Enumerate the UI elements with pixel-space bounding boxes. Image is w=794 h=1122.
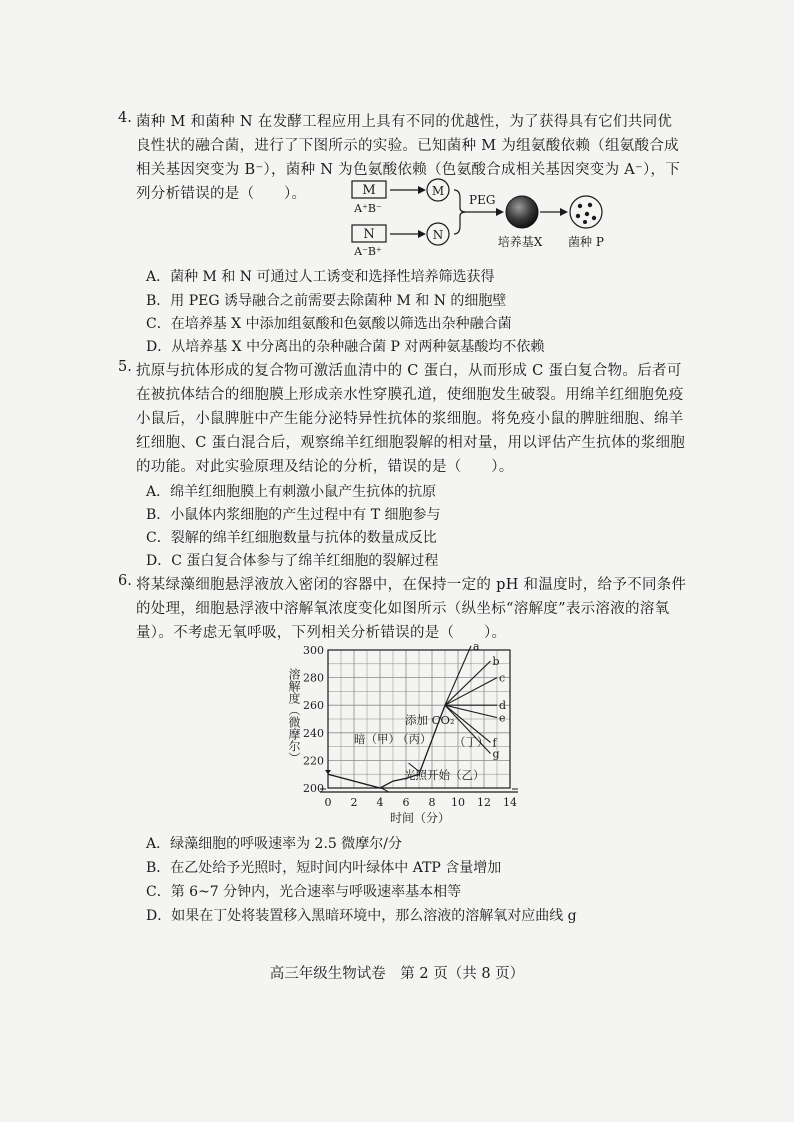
question-6-line: 的处理，细胞悬浮液中溶解氧浓度变化如图所示（纵坐标“溶解度”表示溶液的溶氧 — [136, 601, 670, 617]
q4-option-b: B．用 PEG 诱导融合之前需要去除菌种 M 和 N 的细胞壁 — [146, 293, 507, 309]
y-tick-label: 220 — [303, 754, 324, 768]
q6-option-a: A．绿藻细胞的呼吸速率为 2.5 微摩尔/分 — [146, 836, 402, 852]
arrow-head-icon — [418, 186, 426, 194]
branch-label-g: g — [492, 747, 500, 761]
medium-x-dish — [506, 196, 538, 228]
x-axis-label: 时间（分） — [389, 811, 451, 825]
protoplast-n-label: N — [432, 228, 444, 242]
peg-label: PEG — [469, 193, 496, 207]
colony-dot — [578, 204, 582, 208]
q6-option-c: C．第 6~7 分钟内，光合速率与呼吸速率基本相等 — [146, 884, 462, 900]
annotation-ding: （丁） — [454, 735, 489, 749]
x-tick-label: 8 — [428, 796, 436, 809]
question-5-line: 抗原与抗体形成的复合物可激活血清中的 C 蛋白，从而形成 C 蛋白复合物。后者可 — [136, 363, 682, 379]
q4-option-a: A．菌种 M 和 N 可通过人工诱变和选择性培养筛选获得 — [146, 269, 495, 285]
annotation-bing: （丙） — [397, 732, 432, 746]
question-5-line: 的功能。对此实验原理及结论的分析，错误的是（ ）。 — [136, 459, 514, 475]
annotation-light-start: 光照开始（乙） — [404, 768, 485, 782]
branch-label-b: b — [492, 655, 500, 669]
x-tick-label: 6 — [402, 796, 410, 809]
colony-dot — [583, 220, 587, 224]
strain-n-genotype: A⁻B⁺ — [354, 245, 382, 256]
y-axis-label: 溶解度（微摩尔） — [287, 668, 301, 764]
question-4-line: 相关基因突变为 B⁻），菌种 N 为色氨酸依赖（色氨酸合成相关基因突变为 A⁻），下 — [136, 162, 681, 178]
strain-m-genotype: A⁺B⁻ — [354, 202, 382, 215]
strain-n-label: N — [363, 227, 375, 242]
question-5-line: 红细胞、C 蛋白混合后，观察绵羊红细胞裂解的相对量，用以评估产生抗体的浆细胞 — [136, 435, 686, 451]
question-5-line: 在被抗体结合的细胞膜上形成亲水性穿膜孔道，使细胞发生破裂。用绵羊红细胞免疫 — [136, 387, 684, 403]
x-tick-label: 14 — [503, 796, 517, 809]
x-tick-label: 0 — [324, 796, 332, 809]
arrow-head-icon — [560, 208, 568, 216]
strain-p-label: 菌种 P — [568, 235, 604, 249]
branch-label-f: f — [492, 736, 497, 750]
branch-label-e: e — [499, 711, 506, 725]
y-tick-label: 280 — [303, 671, 324, 685]
branch-label-a: a — [473, 639, 480, 653]
arrow-head-icon — [325, 770, 331, 774]
colony-dot — [576, 214, 580, 218]
q5-option-c: C．裂解的绵羊红细胞数量与抗体的数量成反比 — [146, 530, 437, 546]
page-footer: 高三年级生物试卷 第 2 页（共 8 页） — [269, 966, 525, 982]
question-6-line: 将某绿藻细胞悬浮液放入密闭的容器中，在保持一定的 pH 和温度时，给予不同条件 — [136, 577, 687, 593]
branch-label-d: d — [499, 699, 507, 713]
question-6-number: 6. — [118, 573, 132, 589]
branch-label-c: c — [499, 671, 506, 685]
q4-option-c: C．在培养基 X 中添加组氨酸和色氨酸以筛选出杂种融合菌 — [146, 316, 512, 332]
question-6-line: 量）。不考虑无氧呼吸，下列相关分析错误的是（ ）。 — [136, 625, 507, 641]
x-tick-label: 10 — [451, 796, 465, 809]
medium-x-label: 培养基X — [497, 235, 543, 249]
y-tick-label: 300 — [303, 644, 324, 657]
colony-dot — [585, 212, 589, 216]
protoplast-m-label: M — [431, 184, 445, 198]
annotation-dark: 暗（甲） — [354, 732, 400, 746]
y-tick-label: 240 — [303, 726, 324, 740]
annotation-add-co2: 添加 CO₂ — [405, 713, 455, 727]
arrow-head-icon — [496, 208, 504, 216]
cell-fusion-diagram — [340, 176, 630, 256]
merge-brace — [454, 190, 466, 234]
question-5-number: 5. — [118, 359, 132, 375]
y-tick-label: 200 — [303, 782, 324, 795]
question-5-line: 小鼠后，小鼠脾脏中产生能分泌特异性抗体的浆细胞。将免疫小鼠的脾脏细胞、绵羊 — [136, 411, 684, 427]
q4-option-d: D．从培养基 X 中分离出的杂种融合菌 P 对两种氨基酸均不依赖 — [146, 339, 545, 355]
q6-option-d: D．如果在丁处将装置移入黑暗环境中，那么溶液的溶解氧对应曲线 g — [146, 908, 577, 924]
x-tick-label: 12 — [477, 796, 491, 809]
question-4-line: 菌种 M 和菌种 N 在发酵工程应用上具有不同的优越性，为了获得具有它们共同优 — [136, 114, 673, 130]
x-tick-label: 4 — [376, 796, 384, 809]
question-4-line: 良性状的融合菌，进行了下图所示的实验。已知菌种 M 为组氨酸依赖（组氨酸合成 — [136, 138, 679, 154]
q6-option-b: B．在乙处给予光照时，短时间内叶绿体中 ATP 含量增加 — [146, 860, 502, 876]
q5-option-d: D．C 蛋白复合体参与了绵羊红细胞的裂解过程 — [146, 553, 439, 569]
dissolved-oxygen-chart — [280, 638, 530, 828]
strain-m-label: M — [362, 183, 376, 198]
arrow-head-icon — [418, 230, 426, 238]
y-tick-label: 260 — [303, 699, 324, 713]
colony-dot — [588, 203, 592, 207]
q5-option-b: B．小鼠体内浆细胞的产生过程中有 T 细胞参与 — [146, 507, 441, 523]
x-tick-label: 2 — [350, 796, 358, 809]
q5-option-a: A．绵羊红细胞膜上有刺激小鼠产生抗体的抗原 — [146, 484, 437, 500]
colony-dot — [592, 216, 596, 220]
question-4-number: 4. — [118, 110, 132, 126]
question-4-line: 列分析错误的是（ ）。 — [136, 186, 307, 202]
